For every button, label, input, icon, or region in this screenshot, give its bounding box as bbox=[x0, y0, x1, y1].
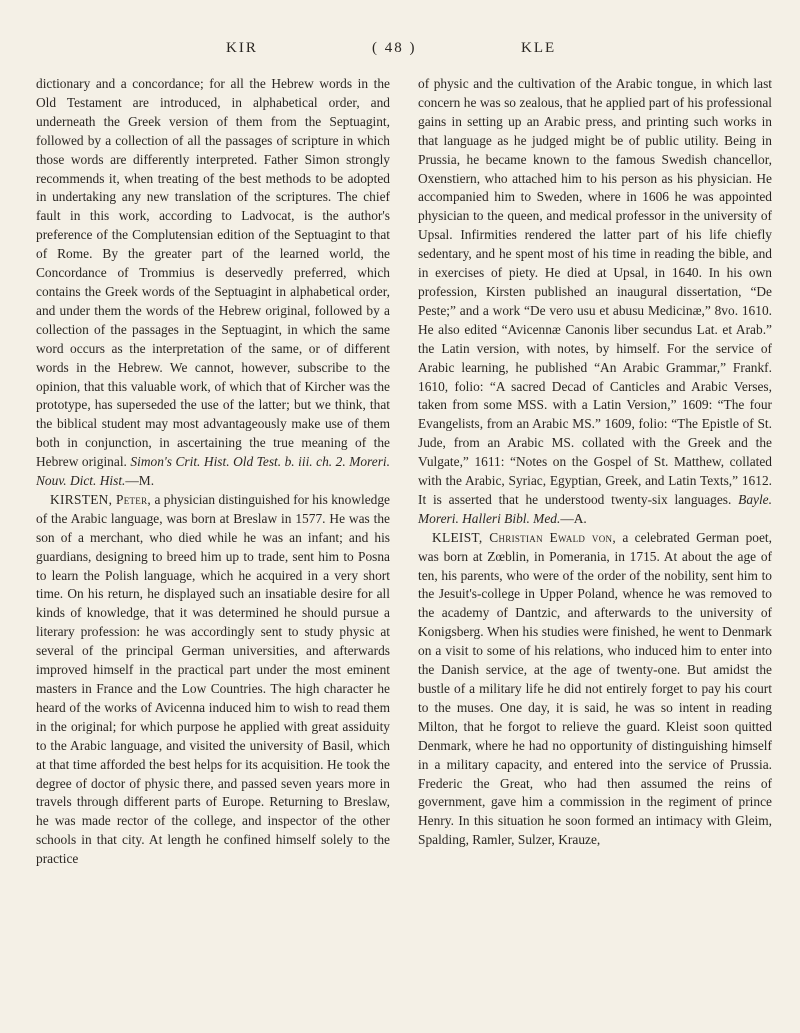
kirsten-entry bbox=[36, 491, 390, 869]
kirsten-references: Bayle. Moreri. Halleri Bibl. Med. bbox=[418, 491, 772, 526]
kirsten-entry-continuation bbox=[418, 75, 772, 529]
header-left-keyword: KIR bbox=[226, 40, 258, 56]
kirsten-continued-text: of physic and the cultivation of the Arabic tongue, in which last concern he was so zealous, that he applied part of his professional gains in setting up an Arabic press, and printing such works in that language as he judged might be of public utility. Being in Prussia, he became known to the famous Swedish chancellor, Oxenstiern, who attached him to his person as his physician. He accompanied him to Sweden, where in 1606 he was appointed physician to the queen, and medical professor in the university of Upsal. Infirmities rendered the latter part of his life chiefly sedentary, and he spent most of his time in reading the bible, and in exercises of piety. He died at Upsal, in 1640. In his own profession, Kirsten published an inaugural dissertation, “De Peste;” and a work “De vero usu et abusu Medicinæ,” 8vo. 1610. He also edited “Avicennæ Canonis liber secundus Lat. et Arab.” the Latin version, with notes, by himself. For the service of Arabic learning, he published “An Arabic Grammar,” Frankf. 1610, folio: “A sacred Decad of Canticles and Arabic Verses, taken from some MSS. with a Latin Version,” 1609: “The four Evangelists, from an Arabic MS.” 1609, folio: “The Epistle of St. Jude, from an Arabic MS. collated with the Greek and the Vulgate,” 1611: “Notes on the Gospel of St. Matthew, collated with the Arabic, Syriac, Egyptian, Greek, and Latin Texts,” 1612. It is asserted that he understood twenty-six languages. bbox=[418, 76, 772, 507]
kircher-references: Simon's Crit. Hist. Old Test. b. iii. ch. 2. Moreri. Nouv. Dict. Hist. bbox=[36, 454, 390, 489]
left-column bbox=[36, 75, 390, 869]
kirsten-text: a physician distinguished for his knowledge of the Arabic language, was born at Breslaw in 1577. He was the son of a merchant, who died while he was an infant; and his guardians, designing to breed him up to trade, sent him to Posna to learn the Polish language, which he acquired in a very short time. On his return, he displayed such an insatiable desire for all kinds of knowledge, that it was determined he should pursue a literary profession: he was accordingly sent to study physic at several of the principal German universities, and afterwards improved himself in the practical part under the most eminent masters in France and the Low Countries. The high character he heard of the works of Avicenna induced him to wish to read them in the original; for which purpose he applied with great assiduity to the Arabic language, and visited the university of Basil, which at that time afforded the best helps for its acquisition. He took the degree of doctor of physic there, and passed seven years more in travels through different parts of Europe. Returning to Breslaw, he was made rector of the college, and inspector of the other schools in that city. At length he confined himself solely to the practice bbox=[36, 491, 390, 867]
kleist-headword: KLEIST, Christian Ewald von, bbox=[432, 529, 616, 545]
kircher-text: dictionary and a concordance; for all the Hebrew words in the Old Testament are introduced, in alphabetical order, and underneath the Greek version of them from the Septuagint, followed by a collection of all the passages of scripture in which those words are differently interpreted. Father Simon strongly recommends it, when treating of the best methods to be adopted in undertaking any new translation of the scriptures. The chief fault in this work, according to Ladvocat, is the author's preference of the Complutensian edition of the Septuagint to that of Rome. By the greater part of the learned world, the Concordance of Trommius is deservedly preferred, which contains the Greek words of the Septuagint in alphabetical order, and under them the words of the Hebrew original, followed by a collection of the passages in the Septuagint, in which the same word occurs as the interpretation of the same, or of different words in the Hebrew. We cannot, however, subscribe to the opinion, that this valuable work, of which that of Kircher was the prototype, has superseded the use of the latter; but we think, that the biblical student may most advantageously make use of them both in conjunction, in ascertaining the true meaning of the Hebrew original. bbox=[36, 76, 390, 470]
page-number: ( 48 ) bbox=[372, 40, 417, 56]
kircher-entry-continuation bbox=[36, 75, 390, 491]
header-right-keyword: KLE bbox=[521, 40, 557, 56]
kircher-signature: —M. bbox=[125, 473, 155, 489]
kirsten-headword: KIRSTEN, Peter, bbox=[50, 491, 152, 507]
running-header bbox=[0, 40, 800, 64]
kirsten-signature: —A. bbox=[560, 510, 587, 526]
right-column bbox=[418, 75, 772, 850]
kleist-entry bbox=[418, 529, 772, 850]
kleist-text: a celebrated German poet, was born at Zœblin, in Pomerania, in 1715. At about the age of ten, his parents, who were of the order of the nobility, sent him to the Jesuit's-college in Upper Poland, whence he was removed to the academy of Dantzic, and afterwards to the university of Konigsberg. When his studies were finished, he went to Denmark on a visit to some of his relations, who induced him to enter into the Danish service, at the age of twenty-one. But amidst the bustle of a military life he did not entirely forget to pay his court to the muses. One day, it is said, he was so intent in reading Milton, that he forgot to relieve the guard. Kleist soon quitted Denmark, where he had no opportunity of distinguishing himself in a military capacity, and entered into the service of Prussia. Frederic the Great, who had then assumed the reins of government, gave him a commission in the regiment of prince Henry. In this situation he soon formed an intimacy with Gleim, Spalding, Ramler, Sulzer, Krauze, bbox=[418, 529, 772, 848]
